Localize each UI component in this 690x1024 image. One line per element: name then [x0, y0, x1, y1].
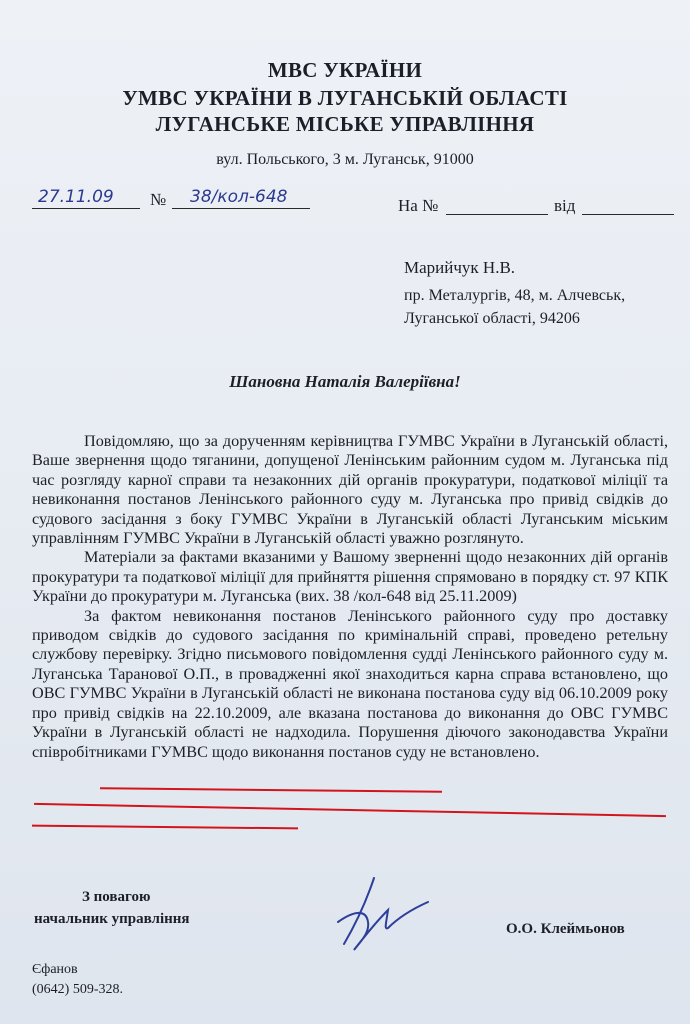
executor-phone: (0642) 509-328.: [32, 982, 123, 997]
recipient-street: пр. Металургів, 48, м. Алчевськ,: [404, 287, 626, 304]
salutation: Шановна Наталія Валеріївна!: [229, 372, 461, 391]
paragraph-2: Матеріали за фактами вказаними у Вашому зверненні щодо незаконних дій органів прокуратури та податкової міліції для прийняття рішення спрямовано в порядку ст. 97 КПК України до прокуратури м. Луганська (вих. 38 /кол-648 від 25.11.2009): [32, 548, 668, 606]
city-department: ЛУГАНСЬКЕ МІСЬКЕ УПРАВЛІННЯ: [155, 112, 535, 136]
outgoing-number: 38/кол-648: [190, 187, 288, 207]
recipient-region: Луганської області, 94206: [404, 310, 580, 327]
number-underline: [172, 208, 310, 209]
handwritten-signature: [328, 872, 438, 956]
ministry-name: МВС УКРАЇНИ: [267, 58, 423, 82]
signer-title: начальник управління: [34, 911, 190, 927]
executor-name: Єфанов: [32, 962, 78, 977]
date-underline: [32, 208, 140, 209]
sender-address: вул. Польського, 3 м. Луганськ, 91000: [216, 151, 474, 168]
red-underline-1: [100, 787, 442, 793]
paragraph-1: Повідомляю, що за дорученням керівництва ГУМВС України в Луганській області, Ваше звернення щодо тяганини, допущеної Ленінським районним судом м. Луганська під час розгляду карної справи та незаконних дій органів прокуратури, податкової міліції та невиконання постанов Ленінського районного суду м. Луганська про привід свідків до судового засідання з боку ГУМВС України в Луганській області Луганським міським управлінням ГУМВС України в Луганській області уважно розглянуто.: [32, 432, 668, 548]
reply-number-blank: [446, 214, 548, 215]
recipient-name: Марийчук Н.В.: [404, 258, 516, 277]
red-underline-3: [32, 825, 298, 830]
reply-number-label: На №: [398, 196, 439, 215]
closing-phrase: З повагою: [82, 889, 151, 905]
number-sign: №: [150, 190, 167, 209]
signer-name: О.О. Клеймьонов: [506, 921, 625, 937]
outgoing-date: 27.11.09: [38, 187, 114, 207]
reply-date-label: від: [554, 196, 576, 215]
regional-department: УМВС УКРАЇНИ В ЛУГАНСЬКІЙ ОБЛАСТІ: [122, 86, 568, 110]
letter-body: [32, 432, 668, 762]
reply-date-blank: [582, 214, 674, 215]
paragraph-3: За фактом невиконання постанов Ленінського районного суду про доставку приводом свідків до судового засідання по кримінальній справі, проведено ретельну службову перевірку. Згідно письмового повідомлення судді Ленінського районного суду м. Луганська Таранової О.П., в провадженні якої знаходиться карна справа встановлено, що ОВС ГУМВС України в Луганській області не виконана постанова суду від 06.10.2009 року про привід свідків на 22.10.2009, але вказана постанова до виконання до ОВС ГУМВС України в Луганській області не надходила. Порушення діючого законодавства України співробітниками ГУМВС щодо виконання постанов суду не встановлено.: [32, 606, 668, 761]
red-underline-2: [34, 803, 666, 817]
